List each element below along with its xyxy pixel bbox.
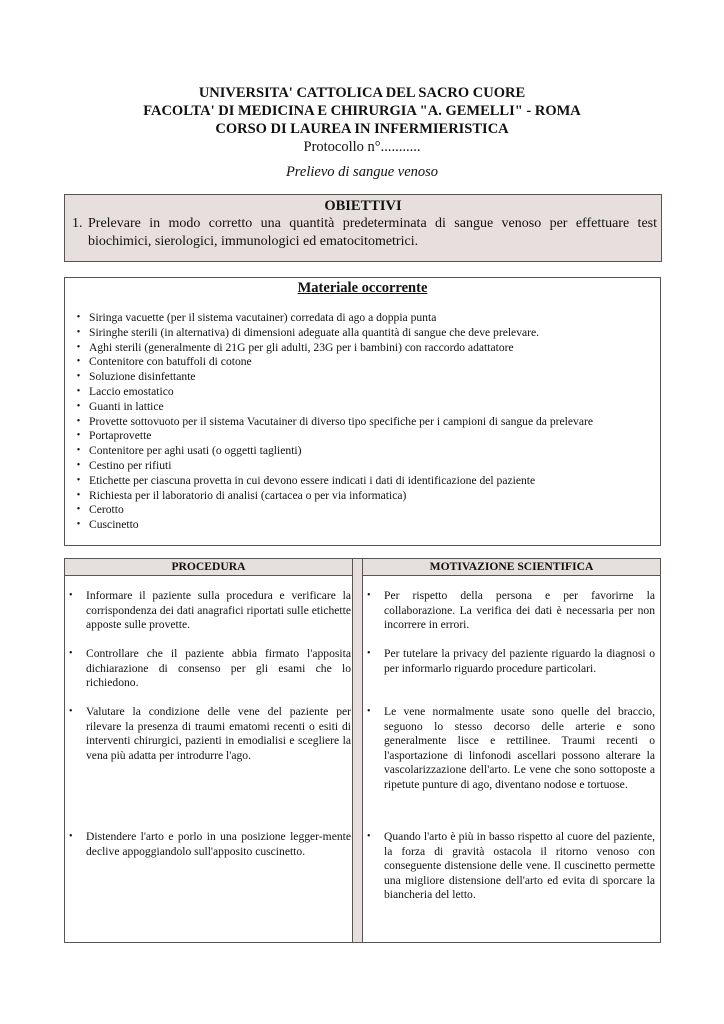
- list-item: [65, 474, 660, 489]
- university-name: UNIVERSITA' CATTOLICA DEL SACRO CUORE: [198, 85, 526, 101]
- bullet-icon: •: [367, 831, 371, 842]
- bullet-icon: •: [69, 648, 73, 659]
- bullet-icon: •: [76, 415, 81, 427]
- material-text: Provette sottovuoto per il sistema Vacutainer di diverso tipo specifiche per i campioni di sangue da prelevare: [89, 414, 593, 428]
- rationale-text: Per tutelare la privacy del paziente riguardo la diagnosi o per informarlo riguardo procedure particolari.: [384, 647, 655, 675]
- column-separator: [353, 559, 363, 942]
- rationale-step: [367, 705, 655, 793]
- materials-box: [64, 277, 661, 546]
- bullet-icon: •: [76, 519, 81, 531]
- list-item: [65, 503, 660, 518]
- material-text: Contenitore con batuffoli di cotone: [89, 355, 252, 369]
- material-text: Siringhe sterili (in alternativa) di dimensioni adeguate alla quantità di sangue che deve prelevare.: [89, 325, 540, 339]
- material-text: Cerotto: [89, 503, 124, 517]
- procedure-column: [65, 559, 353, 942]
- bullet-icon: •: [76, 371, 81, 383]
- bullet-icon: •: [76, 430, 81, 442]
- bullet-icon: •: [76, 474, 81, 486]
- material-text: Cuscinetto: [89, 518, 139, 532]
- rationale-text: Per rispetto della persona e per favorirne la collaborazione. La verifica dei dati è necessaria per non incorrere in errori.: [384, 589, 655, 632]
- rationale-step: [367, 830, 655, 903]
- list-item: [65, 444, 660, 459]
- material-text: Richiesta per il laboratorio di analisi (cartacea o per via informatica): [89, 488, 407, 502]
- list-item: [65, 518, 660, 533]
- list-item: [65, 459, 660, 474]
- material-text: Laccio emostatico: [89, 384, 174, 398]
- procedure-text: Informare il paziente sulla procedura e verificare la corrispondenza dei dati anagrafici riportati sulle etichette apposte sulle provette.: [86, 589, 351, 632]
- bullet-icon: •: [76, 356, 81, 368]
- list-item: [65, 489, 660, 504]
- document-subtitle: Prelievo di sangue venoso: [285, 164, 439, 180]
- objective-number: 1.: [72, 216, 83, 231]
- rationale-header: MOTIVAZIONE SCIENTIFICA: [363, 559, 660, 576]
- faculty-name: FACOLTA' DI MEDICINA E CHIRURGIA "A. GEMELLI" - ROMA: [143, 103, 581, 119]
- list-item: [65, 429, 660, 444]
- rationale-text: Le vene normalmente usate sono quelle del braccio, seguono lo stesso decorso delle arterie e sono generalmente lisce e rettilinee. Traumi recenti o l'asportazione di linfonodi ascellari possono alterare la vascolarizzazione dell'arto. Le vene che sono sottoposte a ripetute punture di ago, diventano nodose e tortuose.: [384, 705, 655, 791]
- bullet-icon: •: [69, 831, 73, 842]
- bullet-icon: •: [367, 706, 371, 717]
- bullet-icon: •: [76, 326, 81, 338]
- list-item: [65, 415, 660, 430]
- objective-item: [72, 215, 657, 251]
- material-text: Soluzione disinfettante: [89, 370, 196, 384]
- material-text: Portaprovette: [89, 429, 152, 443]
- material-text: Cestino per rifiuti: [89, 458, 172, 472]
- procedure-step: [69, 705, 351, 763]
- list-item: [65, 400, 660, 415]
- bullet-icon: •: [76, 445, 81, 457]
- bullet-icon: •: [76, 459, 81, 471]
- material-text: Etichette per ciascuna provetta in cui devono essere indicati i dati di identificazione del paziente: [89, 473, 536, 487]
- rationale-column: [363, 559, 660, 942]
- objective-text: Prelevare in modo corretto una quantità predeterminata di sangue venoso per effettuare test biochimici, sierologici, immunologici ed ematocitometrici.: [88, 216, 657, 249]
- protocol-number: Protocollo n°...........: [303, 139, 421, 155]
- bullet-icon: •: [76, 385, 81, 397]
- bullet-icon: •: [76, 489, 81, 501]
- list-item: [65, 370, 660, 385]
- rationale-step: [367, 589, 655, 633]
- document-header: [0, 84, 724, 156]
- material-text: Contenitore per aghi usati (o oggetti taglienti): [89, 444, 302, 458]
- procedure-step: [69, 589, 351, 633]
- bullet-icon: •: [367, 590, 371, 601]
- list-item: [65, 341, 660, 356]
- procedure-table: [64, 558, 661, 943]
- list-item: [65, 311, 660, 326]
- list-item: [65, 355, 660, 370]
- bullet-icon: •: [69, 590, 73, 601]
- rationale-step: [367, 647, 655, 676]
- material-text: Aghi sterili (generalmente di 21G per gli adulti, 23G per i bambini) con raccordo adattatore: [89, 340, 514, 354]
- procedure-step: [69, 830, 351, 859]
- materials-title: Materiale occorrente: [297, 280, 428, 296]
- bullet-icon: •: [76, 341, 81, 353]
- procedure-header: PROCEDURA: [65, 559, 352, 576]
- material-text: Guanti in lattice: [89, 399, 164, 413]
- bullet-icon: •: [76, 504, 81, 516]
- bullet-icon: •: [76, 400, 81, 412]
- procedure-step: [69, 647, 351, 691]
- materials-list: [65, 311, 660, 533]
- bullet-icon: •: [367, 648, 371, 659]
- procedure-text: Distendere l'arto e porlo in una posizione legger-mente declive appoggiandolo sull'apposito cuscinetto.: [86, 830, 351, 858]
- bullet-icon: •: [69, 706, 73, 717]
- course-name: CORSO DI LAUREA IN INFERMIERISTICA: [215, 121, 509, 137]
- objectives-box: [64, 194, 662, 262]
- bullet-icon: •: [76, 312, 81, 323]
- procedure-text: Valutare la condizione delle vene del paziente per rilevare la presenza di traumi ematomi recenti o esiti di interventi chirurgici, pazienti in emodialisi e scegliere la vena più adatta per introdurre l'ago.: [86, 705, 351, 762]
- objectives-title: OBIETTIVI: [324, 198, 402, 214]
- list-item: [65, 385, 660, 400]
- procedure-text: Controllare che il paziente abbia firmato l'apposita dichiarazione di consenso per gli esami che lo richiedono.: [86, 647, 351, 690]
- list-item: [65, 326, 660, 341]
- rationale-text: Quando l'arto è più in basso rispetto al cuore del paziente, la forza di gravità ostacola il ritorno venoso con conseguente distensione delle vene. Il cuscinetto permette una migliore distensione dell'arto ed evita di sporcare la biancheria del letto.: [384, 830, 655, 902]
- material-text: Siringa vacuette (per il sistema vacutainer) corredata di ago a doppia punta: [89, 311, 437, 324]
